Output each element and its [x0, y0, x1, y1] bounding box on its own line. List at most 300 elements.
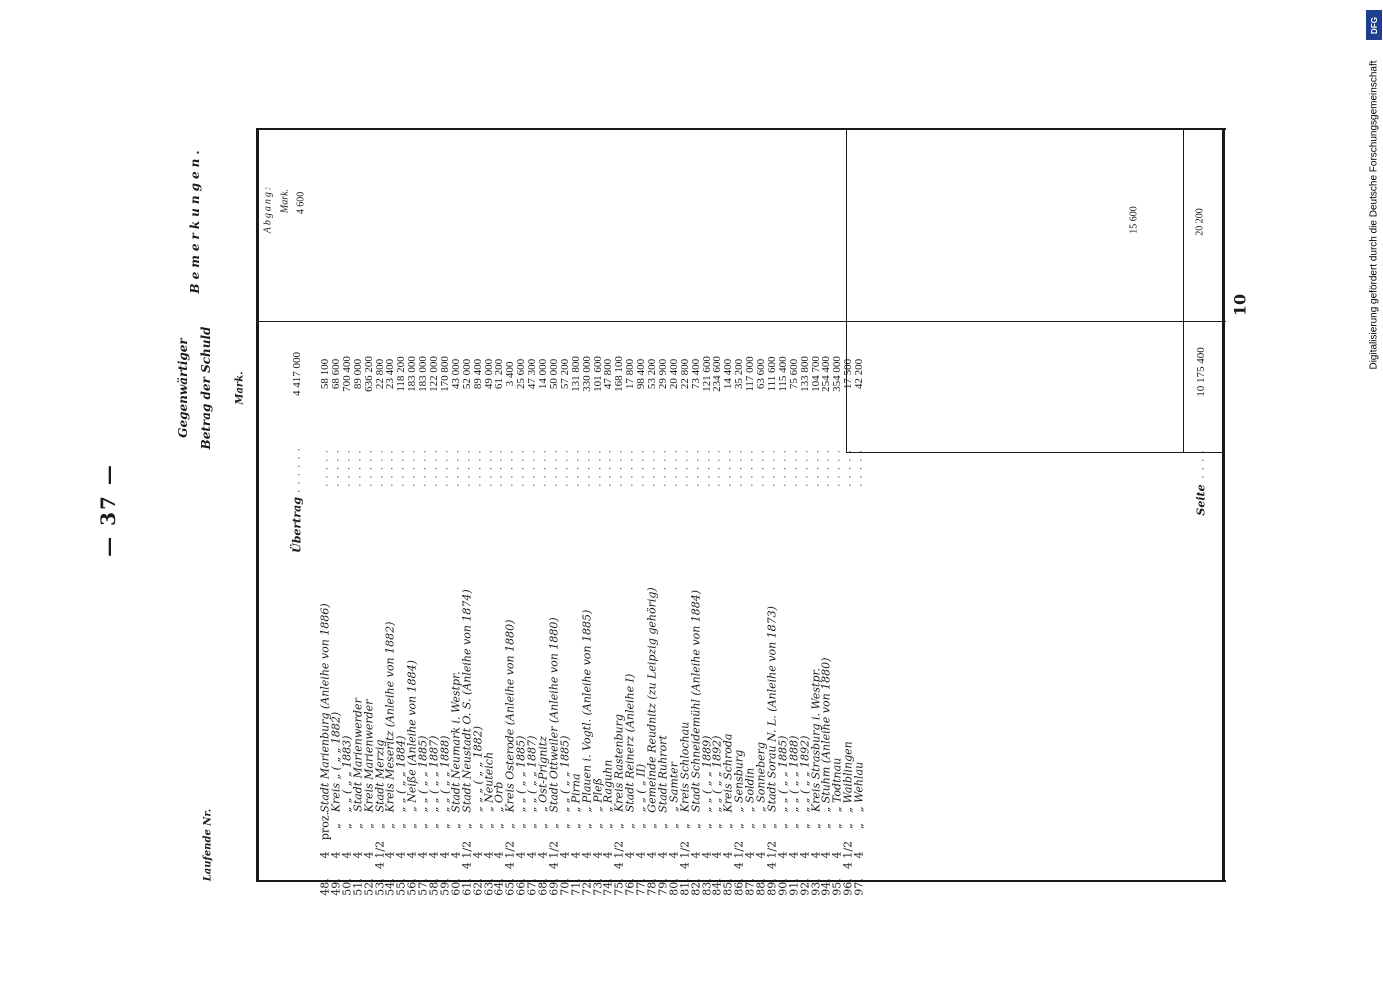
- row-amount: 168 100: [613, 356, 626, 392]
- row-amount: 183 000: [406, 356, 419, 392]
- table-left-rule: [256, 128, 259, 880]
- row-number: 82.: [689, 878, 703, 896]
- row-amount: 29 900: [656, 358, 669, 390]
- row-name: „ Samter: [667, 762, 681, 812]
- row-amount: 122 000: [428, 356, 440, 392]
- row-name: „ Pleß: [591, 778, 604, 812]
- row-leader-dots: . . . . .: [635, 449, 647, 487]
- row-ditto: „: [591, 823, 604, 829]
- row-number: 77.: [634, 878, 648, 896]
- row-leader-dots: . . . . .: [341, 449, 353, 487]
- row-ditto: „: [710, 823, 724, 829]
- row-leader-dots: . . . . .: [570, 449, 582, 487]
- row-percent: 4 1/2: [765, 840, 779, 870]
- row-leader-dots: . . . . .: [330, 449, 342, 487]
- row-amount: 121 600: [700, 356, 713, 392]
- row-leader-dots: . . . . .: [613, 449, 625, 487]
- row-amount: 22 800: [678, 358, 691, 390]
- row-name: Kreis Marienwerder: [362, 699, 376, 812]
- row-percent: 4: [569, 851, 583, 859]
- row-amount: 117 000: [744, 356, 757, 392]
- digitization-credit: Digitalisierung gefördert durch die Deutsche Forschungsgemeinschaft: [1368, 60, 1380, 370]
- row-leader-dots: . . . . .: [428, 449, 440, 487]
- row-ditto: „: [362, 823, 376, 829]
- remarks-entry-1: 4 600: [295, 191, 307, 215]
- row-percent: 4: [427, 851, 441, 859]
- row-name: Kreis Schroda: [721, 733, 735, 812]
- row-name: Stadt Sorau N. L. (Anleihe von 1873): [765, 606, 779, 812]
- row-percent: 4: [601, 851, 615, 859]
- row-number: 94.: [819, 878, 833, 896]
- row-number: 61.: [460, 878, 474, 896]
- row-ditto: „: [351, 823, 365, 829]
- row-percent: 4: [471, 851, 485, 859]
- row-number: 48.: [318, 878, 332, 896]
- row-number: 64.: [492, 878, 506, 896]
- row-number: 89.: [765, 878, 779, 896]
- row-name: „ Wehlau: [852, 761, 866, 813]
- row-amount: 50 000: [547, 358, 560, 390]
- row-leader-dots: . . . . .: [363, 449, 375, 487]
- row-ditto: „: [623, 823, 637, 829]
- row-number: 87.: [743, 878, 757, 896]
- row-percent: 4: [362, 851, 376, 859]
- row-number: 90.: [776, 878, 790, 896]
- row-name: „ „ ( „ „ 1885): [514, 735, 528, 812]
- row-ditto: proz.: [318, 811, 332, 841]
- row-percent: 4: [558, 851, 572, 859]
- row-leader-dots: . . . . .: [515, 449, 527, 487]
- row-percent: 4: [809, 851, 822, 859]
- row-percent: 4: [492, 851, 506, 859]
- column-rule-debt-remarks: [256, 321, 1226, 322]
- row-name: Kreis Meseritz (Anleihe von 1882): [383, 621, 397, 812]
- row-ditto: „: [438, 823, 452, 829]
- row-amount: 89 400: [471, 358, 484, 390]
- row-ditto: „: [514, 823, 528, 829]
- row-amount: 53 200: [646, 358, 658, 390]
- row-ditto: „: [471, 823, 485, 829]
- row-amount: 35 200: [733, 358, 746, 390]
- row-leader-dots: . . . . .: [602, 449, 614, 487]
- row-number: 63.: [482, 878, 495, 896]
- row-name: „ Todtnau: [830, 757, 844, 812]
- row-ditto: „: [645, 823, 659, 829]
- row-leader-dots: . . . . .: [483, 449, 494, 487]
- row-ditto: „: [852, 823, 866, 829]
- row-leader-dots: . . . . .: [690, 449, 702, 487]
- row-ditto: „: [525, 823, 539, 829]
- table-bottom-rule: [1222, 130, 1225, 882]
- row-number: 86.: [732, 878, 746, 896]
- header-debt-unit: Mark.: [234, 371, 246, 405]
- row-number: 80.: [667, 878, 681, 896]
- row-amount: 133 800: [798, 356, 811, 392]
- header-separator: [256, 128, 1226, 130]
- row-leader-dots: . . . . .: [799, 449, 811, 487]
- row-leader-dots: . . . . .: [733, 449, 745, 487]
- row-percent: 4: [787, 851, 801, 859]
- row-amount: 25 600: [515, 358, 528, 390]
- row-leader-dots: . . . . .: [374, 449, 385, 487]
- row-number: 83.: [700, 878, 713, 896]
- row-leader-dots: . . . . .: [319, 449, 331, 487]
- row-ditto: „: [580, 823, 594, 829]
- row-name: „ „ ( „ II): [634, 763, 648, 813]
- row-amount: 111 600: [765, 356, 778, 392]
- row-ditto: „: [492, 823, 506, 829]
- row-ditto: „: [754, 823, 768, 829]
- row-ditto: „: [743, 823, 757, 829]
- page-total-amount: 10 175 400: [1195, 347, 1207, 397]
- row-ditto: „: [547, 823, 561, 829]
- row-number: 79.: [656, 878, 670, 896]
- row-percent: 4: [721, 851, 735, 859]
- row-leader-dots: . . . . .: [581, 449, 593, 487]
- row-name: Kreis Strasburg i. Westpr.: [809, 667, 822, 813]
- row-amount: 3 400: [504, 361, 517, 387]
- row-amount: 42 200: [853, 358, 866, 390]
- row-ditto: „: [819, 823, 833, 829]
- row-name: Stadt Marienburg (Anleihe von 1886): [318, 602, 332, 813]
- row-amount: 61 200: [493, 358, 506, 390]
- row-number: 62.: [471, 878, 485, 896]
- row-leader-dots: . . . . .: [679, 449, 691, 487]
- row-amount: 17 500: [842, 358, 855, 390]
- row-number: 54.: [383, 878, 397, 896]
- remarks-entry-2: 15 600: [1128, 206, 1140, 234]
- row-percent: 4 1/2: [841, 840, 855, 870]
- row-number: 74.: [601, 878, 615, 896]
- page-total-label: Seite: [1194, 484, 1208, 516]
- row-amount: 101 600: [591, 356, 604, 392]
- row-percent: 4: [700, 851, 713, 859]
- row-amount: 47 300: [526, 358, 539, 390]
- row-amount: 183 000: [417, 356, 430, 392]
- row-leader-dots: . . . . .: [668, 449, 680, 487]
- row-ditto: „: [656, 823, 670, 829]
- row-name: Stadt Ruhrort: [656, 734, 670, 813]
- row-number: 59.: [438, 878, 452, 896]
- row-number: 50.: [340, 878, 354, 896]
- row-ditto: „: [634, 823, 648, 829]
- row-percent: 4: [798, 851, 812, 859]
- row-name: „ Neuteich: [482, 751, 495, 813]
- row-number: 58.: [427, 878, 441, 896]
- row-ditto: „: [460, 823, 474, 829]
- row-amount: 14 400: [722, 358, 735, 390]
- row-amount: 14 000: [537, 358, 549, 390]
- row-percent: 4: [482, 851, 495, 859]
- row-percent: 4: [449, 851, 463, 859]
- row-percent: 4: [525, 851, 539, 859]
- row-amount: 58 100: [319, 358, 331, 390]
- row-percent: 4: [819, 851, 833, 859]
- row-number: 93.: [809, 878, 822, 896]
- row-leader-dots: . . . . .: [722, 449, 734, 487]
- row-number: 73.: [591, 878, 604, 896]
- row-number: 84.: [710, 878, 724, 896]
- row-percent: 4: [776, 851, 790, 859]
- row-percent: 4: [394, 851, 408, 859]
- row-ditto: „: [449, 823, 463, 829]
- row-leader-dots: . . . . .: [450, 449, 462, 487]
- row-ditto: „: [678, 823, 692, 829]
- row-leader-dots: . . . . .: [548, 449, 560, 487]
- row-number: 96.: [841, 878, 855, 896]
- row-leader-dots: . . . . .: [657, 449, 669, 487]
- row-name: Stadt Marienwerder: [351, 698, 365, 812]
- row-amount: 118 200: [395, 356, 408, 392]
- dfg-logo: [1366, 10, 1382, 40]
- row-name: „ Ost-Prignitz: [536, 735, 550, 813]
- row-name: „ Plauen i. Vogtl. (Anleihe von 1885): [580, 609, 594, 812]
- row-name: „ „ ( „ „ 1888): [787, 735, 801, 812]
- row-name: „ Neiße (Anleihe von 1884): [405, 660, 419, 812]
- row-number: 92.: [798, 878, 812, 896]
- row-leader-dots: . . . . .: [820, 449, 832, 487]
- row-leader-dots: . . . . .: [711, 449, 723, 487]
- row-percent: 4: [416, 851, 430, 859]
- row-ditto: „: [765, 823, 779, 829]
- row-name: Kreis Rastenburg: [612, 714, 626, 812]
- row-amount: 89 000: [351, 358, 364, 390]
- row-name: „ „ ( „ „ 1885): [416, 735, 430, 812]
- row-ditto: „: [416, 823, 430, 829]
- row-name: „ „ ( „ „ 1889): [700, 735, 713, 812]
- row-percent: 4: [754, 851, 768, 859]
- row-leader-dots: . . . . .: [810, 449, 821, 487]
- row-percent: 4: [852, 851, 866, 859]
- row-amount: 254 400: [820, 356, 833, 392]
- row-amount: 170 800: [438, 356, 451, 392]
- row-amount: 98 400: [635, 358, 648, 390]
- row-leader-dots: . . . . .: [493, 449, 505, 487]
- row-name: „ „ ( „ „ 1892): [710, 735, 724, 812]
- row-amount: 57 200: [558, 358, 571, 390]
- row-percent: 4: [318, 851, 332, 859]
- row-name: „ „ ( „ „ 1884): [394, 735, 408, 812]
- row-name: „ „ ( „ „ 1885): [558, 735, 572, 812]
- row-amount: 354 000: [831, 356, 844, 392]
- row-percent: 4: [623, 851, 637, 859]
- row-number: 67.: [525, 878, 539, 896]
- row-number: 72.: [580, 878, 594, 896]
- row-ditto: „: [558, 823, 572, 829]
- sheet-marker: 10: [1230, 293, 1250, 317]
- row-name: „ Sensburg: [732, 749, 746, 813]
- row-amount: 22 800: [373, 358, 386, 390]
- row-name: „ Sonneberg: [754, 742, 768, 812]
- row-percent: 4: [710, 851, 724, 859]
- row-amount: 49 000: [482, 358, 495, 390]
- row-ditto: „: [340, 823, 354, 829]
- row-amount: 234 600: [711, 356, 724, 392]
- row-number: 60.: [449, 878, 463, 896]
- row-number: 49.: [329, 878, 343, 896]
- row-number: 51.: [351, 878, 365, 896]
- row-leader-dots: . . . . .: [744, 449, 756, 487]
- row-percent: 4: [405, 851, 419, 859]
- row-ditto: „: [700, 823, 713, 829]
- row-amount: 75 600: [787, 358, 800, 390]
- row-ditto: „: [536, 823, 550, 829]
- row-amount: 43 000: [449, 358, 462, 390]
- row-ditto: „: [329, 823, 343, 829]
- row-percent: 4 1/2: [503, 840, 517, 870]
- row-percent: 4: [743, 851, 757, 859]
- row-name: „ „ ( „ „ 1888): [438, 735, 452, 812]
- total-separator: [1183, 130, 1184, 452]
- row-number: 69.: [547, 878, 561, 896]
- row-ditto: „: [841, 823, 855, 829]
- row-name: „ Orb: [492, 781, 506, 812]
- row-leader-dots: . . . . .: [526, 449, 538, 487]
- row-name: „ Stuhm (Anleihe von 1880): [819, 657, 833, 812]
- row-amount: 52 000: [460, 358, 473, 390]
- carry-forward-amount: 4 417 000: [291, 352, 303, 396]
- row-number: 71.: [569, 878, 583, 896]
- row-leader-dots: . . . . .: [788, 449, 800, 487]
- row-amount: 23 400: [384, 358, 397, 390]
- row-ditto: „: [830, 823, 844, 829]
- row-leader-dots: . . . . .: [395, 449, 407, 487]
- row-leader-dots: . . . . .: [842, 449, 854, 487]
- row-number: 88.: [754, 878, 768, 896]
- row-name: Kreis „ ( „ „ 1882): [329, 711, 343, 813]
- row-leader-dots: . . . . .: [624, 449, 636, 487]
- row-name: „ Soldin: [743, 767, 757, 812]
- row-leader-dots: . . . . .: [646, 449, 658, 487]
- row-percent: 4 1/2: [678, 840, 692, 870]
- row-leader-dots: . . . . .: [766, 449, 778, 487]
- row-leader-dots: . . . . .: [504, 449, 516, 487]
- row-percent: 4: [340, 851, 354, 859]
- row-number: 56.: [405, 878, 419, 896]
- row-name: „ „ ( „ „ 1887): [427, 735, 441, 812]
- row-percent: 4: [351, 851, 365, 859]
- row-percent: 4: [591, 851, 604, 859]
- row-amount: 700 400: [340, 356, 353, 392]
- row-number: 52.: [362, 878, 376, 896]
- row-leader-dots: . . . . .: [417, 449, 429, 487]
- row-number: 78.: [645, 878, 659, 896]
- row-percent: 4: [514, 851, 528, 859]
- row-amount: 636 200: [362, 356, 375, 392]
- row-percent: 4: [667, 851, 681, 859]
- row-leader-dots: . . . . .: [472, 449, 484, 487]
- row-leader-dots: . . . . .: [406, 449, 418, 487]
- row-ditto: „: [405, 823, 419, 829]
- header-nr: Laufende Nr.: [202, 808, 214, 882]
- row-ditto: „: [787, 823, 801, 829]
- row-number: 91.: [787, 878, 801, 896]
- row-name: Stadt Ottweiler (Anleihe von 1880): [547, 616, 561, 813]
- row-amount: 20 400: [667, 358, 680, 390]
- row-ditto: „: [798, 823, 812, 829]
- row-percent: 4 1/2: [460, 840, 474, 870]
- row-number: 81.: [678, 878, 692, 896]
- row-percent: 4 1/2: [547, 840, 561, 870]
- row-number: 70.: [558, 878, 572, 896]
- row-number: 65.: [503, 878, 517, 896]
- row-name: „ Raguhn: [601, 759, 615, 812]
- remarks-abgang-unit: Mark.: [279, 188, 291, 214]
- row-ditto: „: [482, 823, 495, 829]
- carry-forward-label: Übertrag: [290, 497, 304, 553]
- row-number: 97.: [852, 878, 866, 896]
- column-rule-name-debt: [846, 130, 847, 452]
- row-name: „ „ ( „ „ 1887): [525, 735, 539, 812]
- row-ditto: „: [809, 823, 822, 829]
- row-leader-dots: . . . . .: [592, 449, 603, 487]
- row-percent: 4: [580, 851, 594, 859]
- row-name: Kreis Schlochau: [678, 721, 692, 813]
- row-number: 57.: [416, 878, 430, 896]
- row-leader-dots: . . . . .: [352, 449, 364, 487]
- row-name: „ „ „ ( „ „ 1882): [471, 725, 485, 813]
- row-amount: 68 600: [329, 358, 342, 390]
- row-name: „ Pirna: [569, 772, 583, 813]
- row-number: 66.: [514, 878, 528, 896]
- row-name: Gemeinde Reudnitz (zu Leipzig gehörig): [645, 586, 659, 813]
- row-ditto: „: [612, 823, 626, 829]
- row-percent: 4: [634, 851, 648, 859]
- header-debt-line2: Betrag der Schuld: [199, 326, 213, 450]
- row-ditto: „: [667, 823, 681, 829]
- row-ditto: „: [383, 823, 397, 829]
- row-leader-dots: . . . . .: [439, 449, 451, 487]
- row-ditto: „: [776, 823, 790, 829]
- page-number: — 37 —: [96, 463, 120, 557]
- row-percent: 4: [645, 851, 659, 859]
- row-leader-dots: . . . . .: [461, 449, 473, 487]
- row-ditto: „: [503, 823, 517, 829]
- row-leader-dots: . . . . .: [384, 449, 396, 487]
- row-name: „ „ ( „ „ 1883): [340, 735, 354, 812]
- row-name: Stadt Schneidemühl (Anleihe von 1884): [689, 589, 703, 813]
- dfg-logo-text: DFG: [1369, 16, 1379, 34]
- debt-column-left-rule: [846, 452, 1222, 453]
- header-debt-line1: Gegenwärtiger: [176, 338, 190, 438]
- row-amount: 131 800: [569, 356, 582, 392]
- row-name: „ „ ( „ „ 1885): [776, 735, 790, 812]
- row-amount: 73 400: [689, 358, 702, 390]
- row-name: Stadt Neustadt O. S. (Anleihe von 1874): [460, 588, 474, 813]
- remarks-total: 20 200: [1194, 208, 1206, 236]
- row-ditto: „: [373, 823, 386, 829]
- row-name: Stadt Reinerz (Anleihe I): [623, 673, 637, 812]
- row-percent: 4: [656, 851, 670, 859]
- row-number: 95.: [830, 878, 844, 896]
- row-name: Stadt Neumark i. Westpr.: [449, 670, 463, 813]
- row-number: 75.: [612, 878, 626, 896]
- row-ditto: „: [394, 823, 408, 829]
- row-amount: 115 400: [776, 356, 789, 392]
- row-percent: 4: [383, 851, 397, 859]
- row-amount: 104 700: [809, 356, 822, 392]
- remarks-abgang-label: Abgang:: [262, 184, 274, 234]
- row-number: 76.: [623, 878, 637, 896]
- row-number: 53.: [373, 878, 386, 896]
- row-amount: 47 800: [602, 358, 615, 390]
- row-number: 68.: [536, 878, 550, 896]
- row-leader-dots: . . . . .: [777, 449, 789, 487]
- row-name: „ Waiblingen: [841, 740, 855, 813]
- row-ditto: „: [732, 823, 746, 829]
- row-ditto: „: [601, 823, 615, 829]
- row-number: 55.: [394, 878, 408, 896]
